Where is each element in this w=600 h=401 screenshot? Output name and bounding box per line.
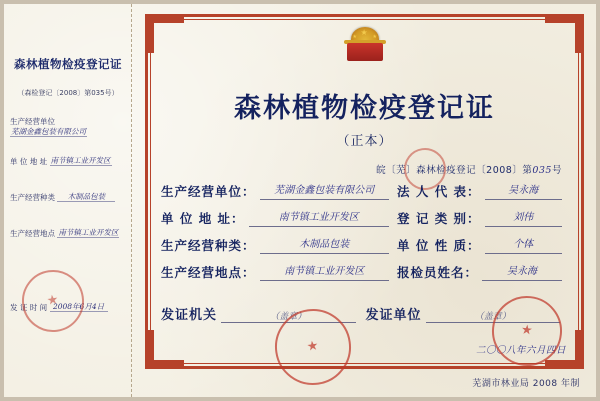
serial-label: 皖〔芜〕森林检疫登记〔2008〕第 [376,165,533,176]
field-label-category: 生产经营种类： [161,238,256,253]
signature-value-issuer: （盖章） [426,309,560,323]
serial-number: 035 [532,165,552,176]
emblem-star-right: ★ [372,34,377,40]
stub-row-category [10,192,128,203]
stub-row-date [10,302,128,313]
signature-issuer [366,304,571,323]
field-label-address: 单 位 地 址： [161,211,245,226]
field-value-category: 木制品包装 [260,238,389,254]
field-value-address: 南节镇工业开发区 [249,211,389,227]
certificate-stub [4,4,132,397]
signature-label-authority: 发证机关 [161,308,218,323]
field-label-unit-nature: 单 位 性 质： [397,238,481,253]
stub-value-category: 木制品包装 [57,192,115,202]
certificate-paper [4,4,596,397]
issue-date: 二〇〇八年六月四日 [475,345,566,356]
field-row-3 [161,236,570,254]
serial-number-line [376,162,562,176]
corner-ornament-top-left [145,14,184,53]
signature-value-authority: （盖章） [221,309,355,323]
stamp-star-icon: ★ [45,292,60,309]
field-value-unit: 芜湖金鑫包装有限公司 [260,184,389,200]
stub-row-unit [10,116,128,137]
field-label-inspector-name: 报检员姓名： [397,265,479,280]
stub-value-unit: 芜湖金鑫包装有限公司 [11,127,86,136]
national-emblem-icon [342,22,388,68]
field-row-1 [161,182,570,200]
field-value-legal-rep: 吴永海 [485,184,562,200]
field-row-2 [161,209,570,227]
field-inspector-name [397,263,570,281]
stub-label-address: 单 位 地 址 [10,157,48,166]
field-unit-nature [397,236,570,254]
field-value-register-type: 刘伟 [485,211,562,227]
stub-value-date: 2008年6月4日 [50,302,108,312]
page-subtitle: （正本） [336,134,393,149]
serial-suffix: 号 [551,165,562,176]
field-value-inspector-name: 吴永海 [482,265,562,281]
field-grid [161,182,570,290]
stub-label-date: 发 证 时 间 [10,303,48,312]
field-label-legal-rep: 法 人 代 表： [397,184,481,199]
corner-ornament-bottom-left [145,330,184,369]
stub-row-address [10,156,128,167]
signature-row [161,304,570,323]
field-unit [161,182,397,200]
field-label-location: 生产经营地点： [161,265,256,280]
stamp-star-icon-main: ★ [305,338,320,355]
signature-label-issuer: 发证单位 [365,308,422,323]
stub-label-location: 生产经营地点 [10,229,55,238]
field-address [161,209,397,227]
corner-ornament-top-right [545,14,584,53]
field-category [161,236,397,254]
field-register-type [397,209,570,227]
footer-note: 芜湖市林业局 2008 年制 [472,379,580,389]
stub-seal-stamp [18,266,88,336]
stub-value-address: 南节镇工业开发区 [50,156,111,165]
signature-authority [161,304,366,323]
stub-label-category: 生产经营种类 [10,193,55,202]
stamp-star-icon-right: ★ [520,322,534,339]
page-title: 森林植物检疫登记证 [234,93,495,124]
field-location [161,263,397,281]
stub-value-location: 南节镇工业开发区 [58,228,119,237]
emblem-star-center: ★ [360,28,368,37]
field-legal-rep [397,182,570,200]
certificate-main [133,4,596,397]
emblem-gate [347,43,383,61]
stub-title: 森林植物检疫登记证 [14,57,122,71]
field-value-location: 南节镇工业开发区 [260,265,389,281]
emblem-star-left: ★ [352,34,357,40]
field-row-4 [161,263,570,281]
stub-subtitle: （森检登记〔2008〕第035号） [17,89,119,97]
field-label-register-type: 登 记 类 别： [397,211,481,226]
stub-label-unit: 生产经营单位 [10,117,55,126]
field-label-unit: 生产经营单位： [161,184,256,199]
field-value-unit-nature: 个体 [485,238,562,254]
stub-row-location [10,228,128,239]
